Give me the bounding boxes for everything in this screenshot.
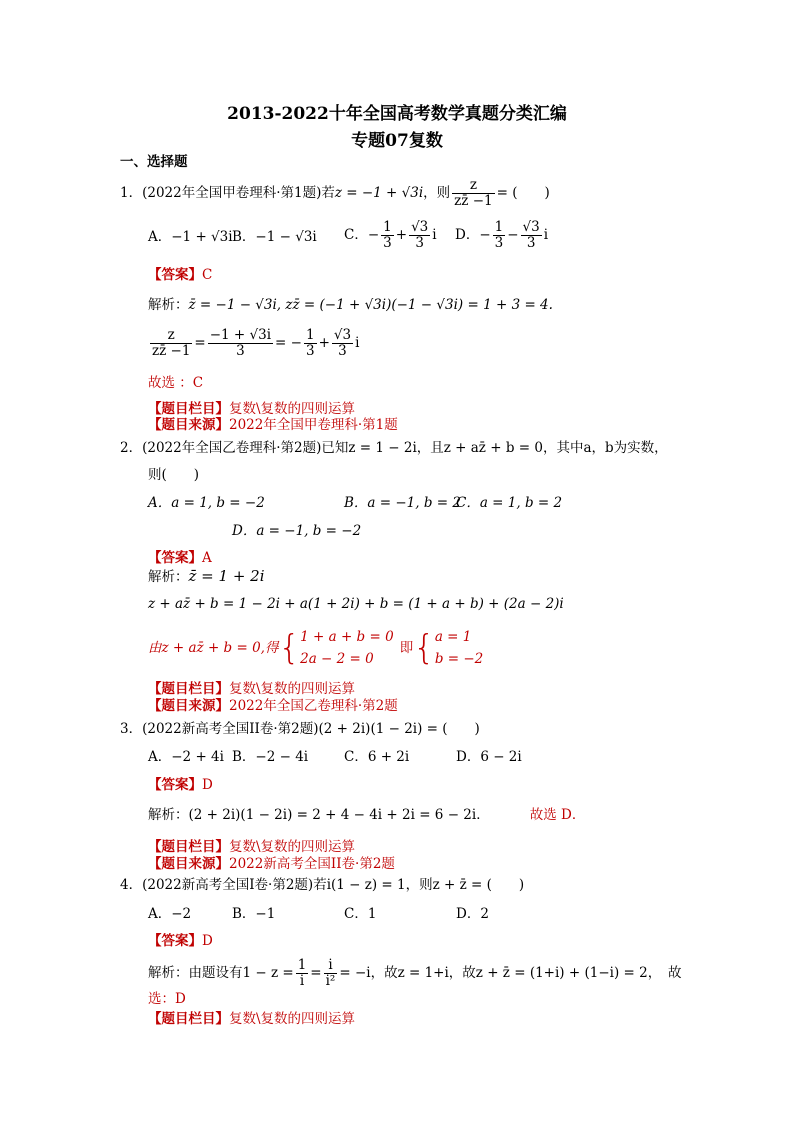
q2-analysis-conj: z̄ = 1 + 2i — [188, 567, 265, 585]
q2-answer-value: A — [202, 550, 212, 566]
q4-answer — [148, 932, 213, 950]
q3-analysis — [148, 806, 585, 824]
q1-analysis-label: 解析： — [148, 297, 189, 313]
q3-stem: 3．(2022新高考全国II卷·第2题)(2 + 2i)(1 − 2i) = ( ) — [120, 721, 480, 737]
q3-option-c: C．6 + 2i — [344, 749, 410, 765]
q4-analysis-pre: 由题设有1 − z = — [188, 965, 294, 981]
q2-answer — [148, 549, 212, 567]
q3-source-value: 2022新高考全国II卷·第2题 — [229, 856, 395, 872]
q2-analysis-3 — [148, 626, 483, 670]
q1-source — [148, 416, 398, 434]
q1-answer-value: C — [202, 267, 213, 283]
q1-opt-d-prefix: D．− — [455, 227, 491, 243]
q1-option-d: D．− $\frac{1}{3}$ − $\frac{√3}{3}$ i — [455, 219, 549, 251]
q1-option-b: B．−1 − √3i — [232, 229, 317, 245]
q4-frac2-den: i² — [325, 973, 336, 989]
document-title: 2013-2022十年全国高考数学真题分类汇编 — [227, 104, 567, 124]
q1-category-label: 【题目栏目】 — [148, 401, 229, 417]
q3-category — [148, 838, 355, 856]
q2-res2: b = −2 — [434, 651, 484, 667]
q1-conclusion: 故选 ：C — [148, 375, 204, 391]
q2-category-value: 复数\复数的四则运算 — [229, 681, 356, 697]
q3-option-d: D．6 − 2i — [456, 749, 522, 765]
q2-source-label: 【题目来源】 — [148, 698, 229, 714]
q1-opt-c-n2: √3 — [411, 219, 429, 235]
q4-category — [148, 1010, 355, 1028]
q2-eq1: 1 + a + b = 0 — [300, 629, 394, 645]
q1-opt-d-n2: √3 — [522, 219, 540, 235]
q2-option-a: A．a = 1, b = −2 — [148, 495, 265, 511]
q1-opt-c-d2: 3 — [415, 235, 424, 251]
q4-option-c: C．1 — [344, 906, 377, 922]
q1-source-label: 【题目来源】 — [148, 417, 229, 433]
q2-option-d: D．a = −1, b = −2 — [232, 523, 362, 539]
q3-category-value: 复数\复数的四则运算 — [229, 839, 356, 855]
q1-answer — [148, 266, 212, 284]
q4-answer-value: D — [202, 933, 213, 949]
q1-opt-c-prefix: C．− — [344, 227, 380, 243]
q3-conclusion: 故选 D． — [529, 807, 586, 823]
q3-source — [148, 855, 395, 873]
q1-an2-den: 3 — [236, 343, 245, 359]
q3-answer — [148, 776, 213, 794]
q1-opt-d-n1: 1 — [494, 219, 504, 235]
q4-stem: 4．(2022新高考全国I卷·第2题)若i(1 − z) = 1，则z + z̄ = ( ) — [120, 877, 525, 893]
q1-opt-d-d2: 3 — [526, 235, 536, 251]
q4-frac1-den: i — [299, 973, 305, 989]
q2-brace-2: { — [413, 628, 435, 668]
q3-analysis-label: 解析： — [148, 807, 189, 823]
q2-option-c: C．a = 1, b = 2 — [456, 495, 563, 511]
section-heading: 一、选择题 — [120, 154, 188, 170]
q1-analysis-2: $\frac{z}{zz̄ -1}$ = $\frac{-1 + √3i}{3}$ = − $\frac{1}{3}$ + $\frac{√3}{3}$ i — [152, 327, 360, 359]
q3-category-label: 【题目栏目】 — [148, 839, 229, 855]
q1-stem — [120, 178, 550, 209]
q2-brace-1: { — [278, 628, 301, 668]
q3-analysis-text: (2 + 2i)(1 − 2i) = 2 + 4 − 4i + 2i = 6 − 2i． — [188, 807, 490, 823]
q3-answer-value: D — [202, 777, 213, 793]
q1-analysis-1 — [148, 296, 553, 314]
q4-option-a: A．−2 — [148, 906, 192, 922]
q2-source — [148, 697, 398, 715]
q2-system-1 — [300, 626, 394, 670]
q1-option-a: A．−1 + √3i — [148, 229, 233, 245]
q1-then: ，则 — [423, 185, 451, 201]
q4-analysis-label: 解析： — [148, 965, 189, 981]
q1-source-value: 2022年全国甲卷理科·第1题 — [229, 417, 398, 433]
q3-source-label: 【题目来源】 — [148, 856, 229, 872]
q1-z-eq: z = −1 + √3i — [334, 185, 424, 201]
q2-analysis-label: 解析： — [148, 569, 189, 585]
document-subtitle: 专题07复数 — [351, 131, 443, 151]
q2-option-b: B．a = −1, b = 2 — [344, 495, 461, 511]
q2-eq2: 2a − 2 = 0 — [300, 651, 374, 667]
q1-answer-label: 【答案】 — [148, 267, 202, 283]
q3-option-a: A．−2 + 4i — [148, 749, 224, 765]
q4-frac1-num: 1 — [297, 957, 307, 973]
q2-category-label: 【题目栏目】 — [148, 681, 229, 697]
q1-an2-num: −1 + √3i — [209, 327, 272, 343]
q1-frac-den: zz̄ −1 — [454, 193, 493, 209]
q1-an2-rest: = − — [275, 335, 302, 351]
q4-analysis-mid: = −i，故z = 1+i，故z + z̄ = (1+i) + (1−i) = 2， 故 — [339, 965, 682, 981]
q1-analysis-text-1: z̄ = −1 − √3i, zz̄ = (−1 + √3i)(−1 − √3i) = 1 + 3 = 4. — [188, 297, 553, 313]
q1-opt-d-d1: 3 — [494, 235, 504, 251]
q1-opt-c-n1: 1 — [383, 219, 392, 235]
q2-stem-cont: 则( ) — [148, 467, 200, 483]
q3-option-b: B．−2 − 4i — [232, 749, 309, 765]
q1-fraction — [452, 178, 494, 209]
q1-option-c: C．− $\frac{1}{3}$ + $\frac{√3}{3}$ i — [344, 219, 437, 251]
q1-category-value: 复数\复数的四则运算 — [229, 401, 356, 417]
q4-category-value: 复数\复数的四则运算 — [229, 1011, 356, 1027]
q2-analysis-2: z + az̄ + b = 1 − 2i + a(1 + 2i) + b = (1 + a + b) + (2a − 2)i — [148, 596, 564, 612]
q3-answer-label: 【答案】 — [148, 777, 202, 793]
q2-category — [148, 680, 355, 698]
q4-option-b: B．−1 — [232, 906, 276, 922]
q4-conclusion: 选：D — [148, 991, 186, 1007]
q4-frac2-num: i — [324, 958, 338, 974]
q1-an-frac-den: zz̄ −1 — [152, 343, 191, 359]
q2-an3-pre: 由z + az̄ + b = 0,得 — [148, 640, 279, 656]
q2-ji: 即 — [399, 640, 414, 656]
q4-analysis: 解析：由题设有1 − z = $\frac{1}{i}$ = $\frac{i}{\text{i²}}$ = −i，故z = 1+i，故z + z̄ = (1+i) + (1−i) = 2， 故 — [148, 957, 682, 989]
q1-an-frac-num: z — [150, 328, 192, 344]
q4-option-d: D．2 — [456, 906, 489, 922]
q4-answer-label: 【答案】 — [148, 933, 202, 949]
q2-answer-label: 【答案】 — [148, 550, 202, 566]
q2-stem: 2．(2022年全国乙卷理科·第2题)已知z = 1 − 2i，且z + az̄ + b = 0，其中a，b为实数， — [120, 440, 668, 456]
q2-source-value: 2022年全国乙卷理科·第2题 — [229, 698, 398, 714]
q1-frac-num: z — [452, 178, 494, 194]
q2-analysis-1 — [148, 567, 265, 586]
q1-stem-prefix: 1．(2022年全国甲卷理科·第1题)若 — [120, 185, 335, 201]
q2-res1: a = 1 — [434, 629, 472, 645]
q1-tail: = ( ) — [496, 185, 550, 201]
q4-category-label: 【题目栏目】 — [148, 1011, 229, 1027]
q2-system-2 — [435, 626, 483, 670]
q1-opt-c-d1: 3 — [383, 235, 392, 251]
